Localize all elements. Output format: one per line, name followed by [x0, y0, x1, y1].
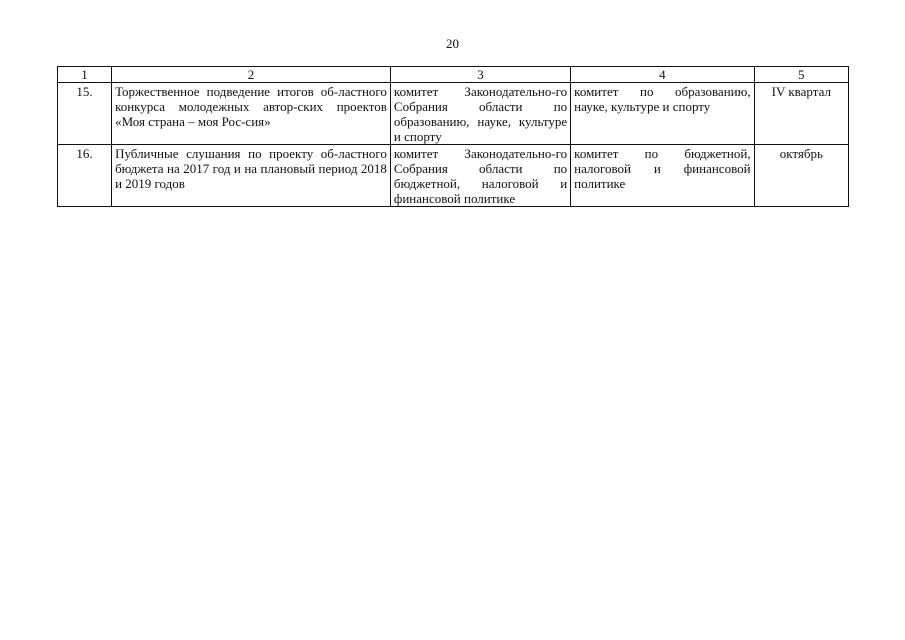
page-number: 20	[446, 36, 459, 51]
row-number-cell: 15.	[58, 83, 112, 145]
table-row	[58, 83, 849, 145]
column-number-row	[58, 67, 849, 83]
coexecutor-cell: комитет по бюджетной, налоговой и финансовой политике	[571, 145, 754, 207]
responsible-cell: комитет Законодательно-го Собрания области по образованию, науке, культуре и спорту	[390, 83, 570, 145]
row-number-cell: 16.	[58, 145, 112, 207]
column-number-2: 2	[112, 67, 391, 83]
term-cell: октябрь	[754, 145, 848, 207]
column-number-3: 3	[390, 67, 570, 83]
event-name-cell: Публичные слушания по проекту об-ластного бюджета на 2017 год и на плановый период 2018 и 2019 годов	[112, 145, 391, 207]
coexecutor-cell: комитет по образованию, науке, культуре и спорту	[571, 83, 754, 145]
event-name-cell: Торжественное подведение итогов об-ластного конкурса молодежных автор-ских проектов «Моя страна – моя Рос-сия»	[112, 83, 391, 145]
responsible-cell: комитет Законодательно-го Собрания области по бюджетной, налоговой и финансовой политике	[390, 145, 570, 207]
column-number-5: 5	[754, 67, 848, 83]
term-cell: IV квартал	[754, 83, 848, 145]
column-number-4: 4	[571, 67, 754, 83]
column-number-1: 1	[58, 67, 112, 83]
table-row	[58, 145, 849, 207]
events-table	[57, 66, 849, 207]
